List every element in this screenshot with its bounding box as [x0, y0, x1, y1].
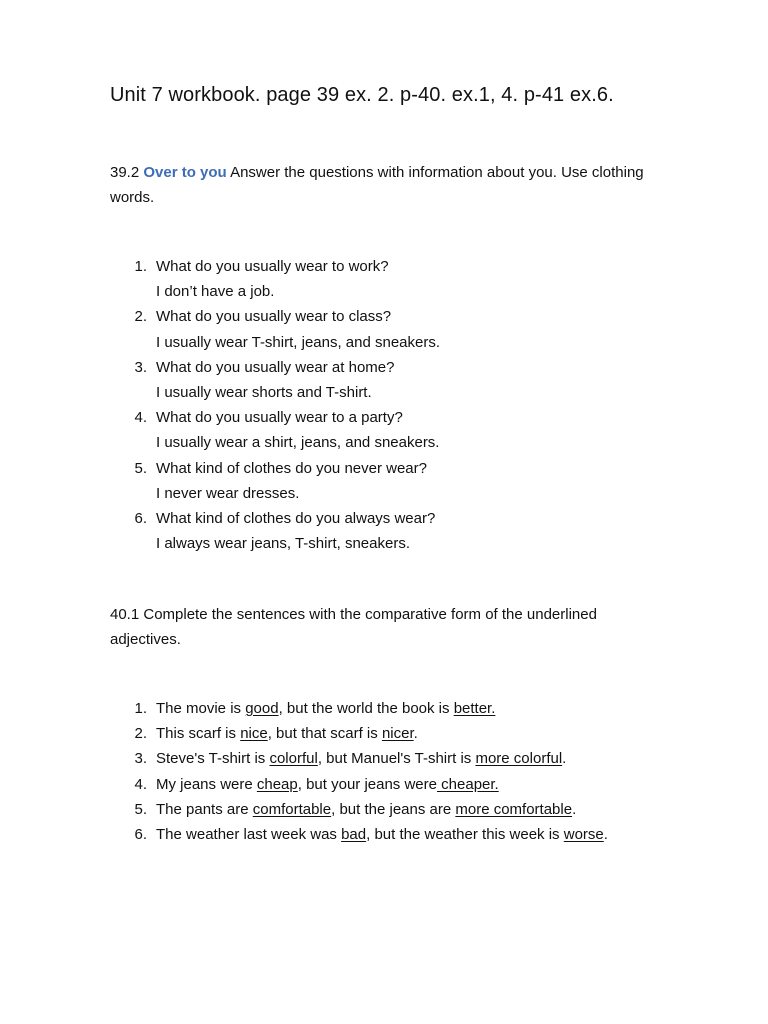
- list-item: 4. What do you usually wear to a party? I usually wear a shirt, jeans, and sneakers.: [110, 405, 670, 455]
- answer: I usually wear a shirt, jeans, and sneakers.: [156, 434, 440, 452]
- answer: I don’t have a job.: [156, 283, 275, 301]
- section1-list: [110, 254, 670, 556]
- underlined-adjective: nice: [240, 725, 268, 743]
- over-to-you-highlight: Over to you: [143, 164, 227, 181]
- list-item: 3. Steve's T-shirt is colorful, but Manuel's T-shirt is more colorful.: [134, 750, 567, 768]
- question: What do you usually wear at home?: [156, 358, 395, 376]
- comparative-answer: nicer: [381, 725, 414, 743]
- comparative-answer: better.: [453, 700, 496, 717]
- section1-instruction: [110, 160, 650, 210]
- list-item: 1. What do you usually wear to work? I don’t have a job.: [110, 254, 670, 304]
- section2-list: [110, 696, 670, 847]
- list-item: 4. My jeans were cheap, but your jeans were cheaper.: [134, 775, 499, 793]
- question: What do you usually wear to work?: [156, 258, 389, 275]
- question: What do you usually wear to a party?: [156, 409, 403, 427]
- underlined-adjective: cheap: [256, 775, 298, 793]
- list-item: 1. The movie is good, but the world the book is better.: [134, 700, 496, 717]
- section2-instruction: 40.1 Complete the sentences with the comparative form of the underlined adjectives.: [110, 606, 597, 648]
- list-item: 2. This scarf is nice, but that scarf is nicer.: [134, 725, 418, 743]
- answer: I never wear dresses.: [156, 484, 300, 502]
- underlined-adjective: colorful: [269, 750, 318, 768]
- section1-instruction-text: Answer the questions with information about you. Use clothing words.: [110, 164, 644, 206]
- question: What kind of clothes do you never wear?: [156, 459, 427, 477]
- answer: I always wear jeans, T-shirt, sneakers.: [156, 535, 410, 553]
- underlined-adjective: good: [245, 700, 279, 717]
- list-item: 5. The pants are comfortable, but the jeans are more comfortable.: [134, 800, 577, 818]
- answer: I usually wear shorts and T-shirt.: [156, 384, 372, 402]
- page-title: Unit 7 workbook. page 39 ex. 2. p-40. ex.1, 4. p-41 ex.6.: [110, 84, 614, 106]
- list-item: 3. What do you usually wear at home? I usually wear shorts and T-shirt.: [110, 355, 670, 405]
- list-item: 5. What kind of clothes do you never wear? I never wear dresses.: [110, 456, 670, 506]
- question: What kind of clothes do you always wear?: [156, 510, 436, 528]
- question: What do you usually wear to class?: [156, 308, 392, 326]
- answer: I usually wear T-shirt, jeans, and sneakers.: [156, 333, 441, 351]
- list-item: 6. The weather last week was bad, but the weather this week is worse.: [134, 826, 608, 844]
- comparative-answer: more comfortable: [455, 800, 573, 818]
- comparative-answer: worse: [563, 826, 604, 844]
- underlined-adjective: comfortable: [252, 800, 332, 818]
- list-item: 2. What do you usually wear to class? I usually wear T-shirt, jeans, and sneakers.: [110, 304, 670, 354]
- comparative-answer: more colorful: [475, 750, 563, 768]
- list-item: 6. What kind of clothes do you always wear? I always wear jeans, T-shirt, sneakers.: [110, 506, 670, 556]
- comparative-answer: cheaper.: [437, 775, 499, 793]
- underlined-adjective: bad: [341, 826, 367, 844]
- section1-number: 39.2: [110, 164, 144, 181]
